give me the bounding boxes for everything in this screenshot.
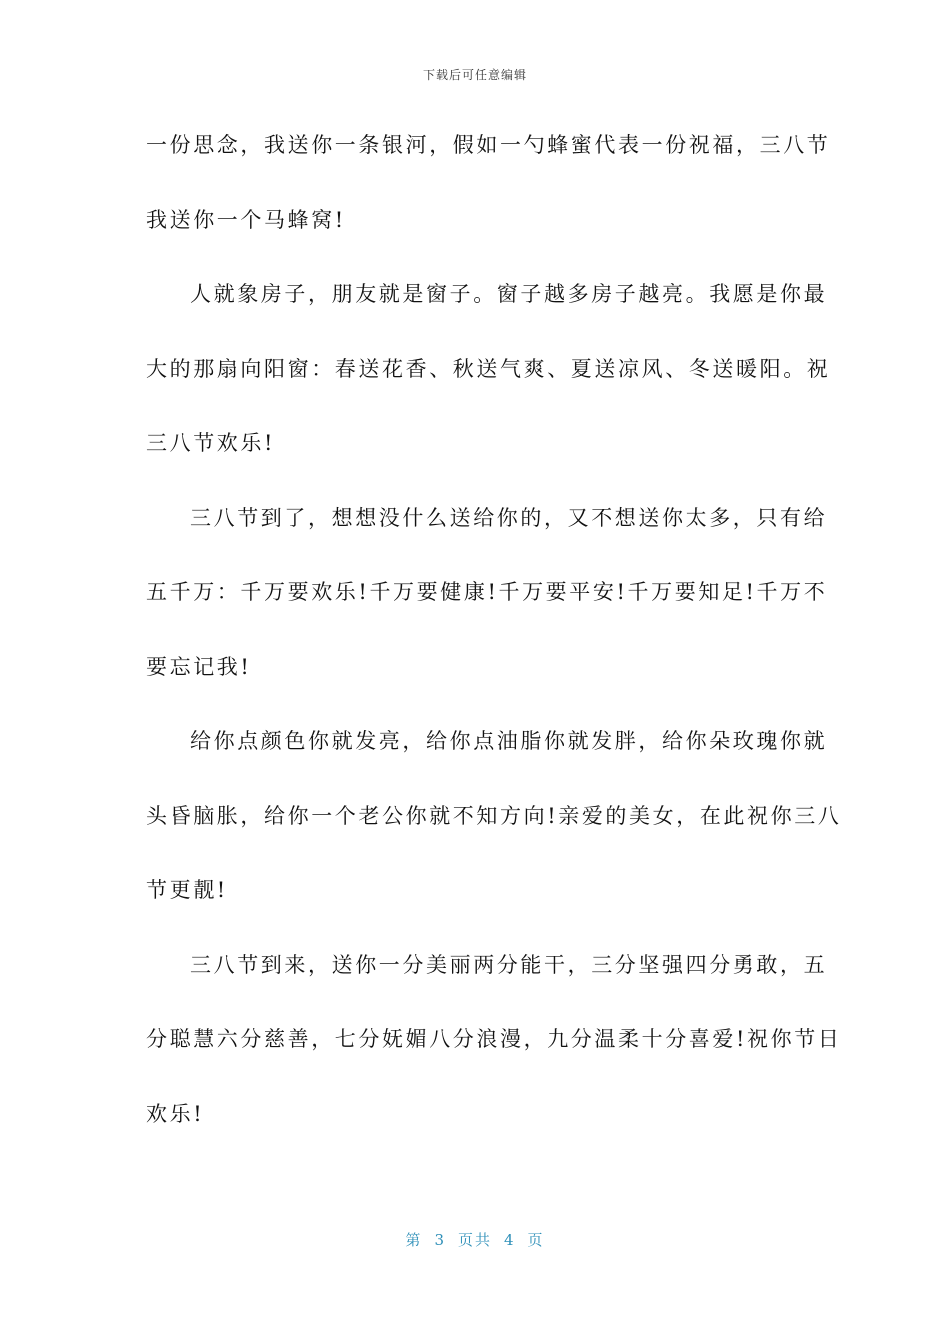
current-page-number: 3 — [434, 1231, 446, 1249]
page-header: 下载后可任意编辑 — [422, 68, 527, 82]
text-line: 大的那扇向阳窗：春送花香、秋送气爽、夏送凉风、冬送暖阳。祝 — [146, 356, 831, 381]
text-line: 节更靓! — [146, 878, 228, 902]
text-line: 我送你一个马蜂窝! — [146, 207, 346, 232]
text-line: 三八节到来，送你一分美丽两分能干，三分坚强四分勇敢，五 — [190, 952, 828, 977]
footer-middle: 页共 — [457, 1231, 492, 1249]
text-line: 五千万：千万要欢乐!千万要健康!千万要平安!千万要知足!千万不 — [146, 580, 828, 604]
text-line: 三八节欢乐! — [146, 431, 276, 455]
footer-suffix: 页 — [527, 1231, 545, 1249]
text-line: 头昏脑胀，给你一个老公你就不知方向!亲爱的美女，在此祝你三八 — [146, 803, 842, 828]
text-line: 人就象房子，朋友就是窗子。窗子越多房子越亮。我愿是你最 — [190, 282, 828, 306]
text-line: 欢乐! — [146, 1101, 205, 1126]
total-pages-number: 4 — [504, 1231, 516, 1249]
text-line: 要忘记我! — [146, 654, 252, 679]
document-body — [146, 126, 842, 1169]
text-line: 一份思念，我送你一条银河，假如一勺蜂蜜代表一份祝福，三八节 — [146, 133, 831, 157]
footer-prefix: 第 — [405, 1231, 423, 1249]
text-line: 给你点颜色你就发亮，给你点油脂你就发胖，给你朵玫瑰你就 — [190, 729, 828, 753]
text-line: 分聪慧六分慈善，七分妩媚八分浪漫，九分温柔十分喜爱!祝你节日 — [146, 1027, 842, 1051]
page-footer — [0, 1229, 950, 1250]
text-line: 三八节到了，想想没什么送给你的，又不想送你太多，只有给 — [190, 505, 828, 530]
